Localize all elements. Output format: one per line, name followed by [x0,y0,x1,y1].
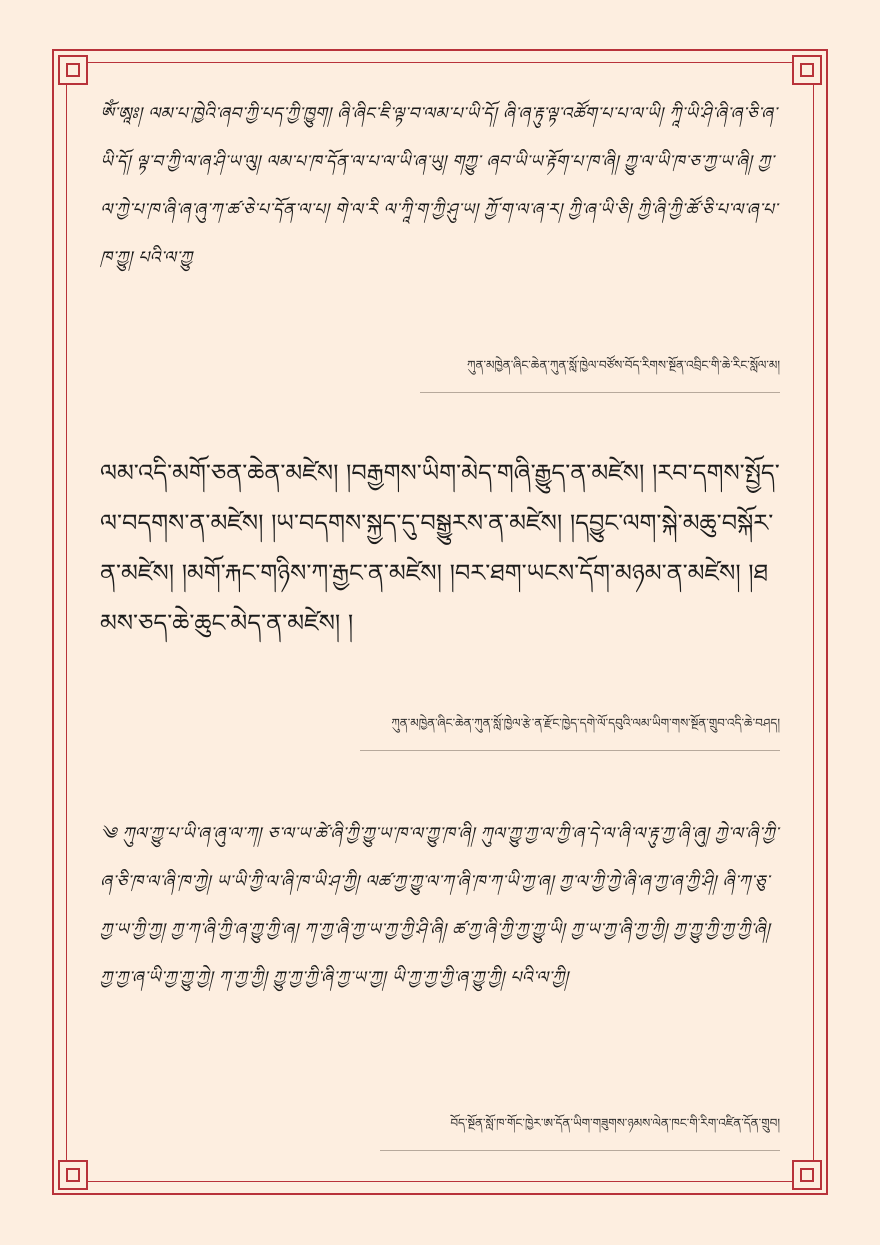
calligraphy-text-2: ལམ་འདི་མགོ་ཅན་ཆེན་མཛེས། །བརྒྱགས་ཡིག་མེད་གཞི་རྒྱུད་ན་མཛེས། །རབ་དགས་སྤྱོད་ལ་བདགས་ན་མཛེས། །ཡ་བདགས་སྐྱད་དུ་བསྒྱུརས་ན་མཛེས། །དབྱུང་ལག་སྐེ་མཆུ་བསྐོར་ན་མཛེས། །མགོ་རྐང་གཉིས་ཀ་རྒྱང་ན་མཛེས། །བར་ཐག་ཡངས་དོག་མཉམ་ན་མཛེས། །ཐམས་ཅད་ཆེ་ཆུང་མེད་ན་མཛེས། ། [100,459,780,637]
calligraphy-text-1: ༀ་ཨཱཿ། ལམ་པ་ཁྱེའི་ཞབ་ཀྱི་པད་ཀྱི་ཁྱུག། ཞི་ཞིང་ཇི་ལྟ་བ་ལམ་པ་ཡི་དོ། ཞི་ཞ་རྟུ་ལྟ་འཚོག་པ་པ་ལ་ཡི། ཀཱི་ཡི་ཤི་ཞི་ཞ་ཅི་ཞ་ཡི་དོ། ལྟ་བ་ཀྱི་ལ་ཞ་ཤི་ཡ་ལུ། ལམ་པ་ཁ་དོན་ལ་པ་ལ་ཡི་ཞ་ཡུ། གཀྱུ་ ཞབ་ཡི་ཡ་རྟོག་པ་ཁ་ཞི། ཀྱུ་ལ་ཡི་ཁ་ཅ་ཀྱ་ཡ་ཞི། ཀྱ་ལ་ཀྱེ་པ་ཁ་ཞི་ཞ་ཞུ་ཀ་ཚ་ཅེ་པ་དོན་ལ་པ། གེ་ལ་རི ལ་ཀཱི་ག་ཀྱི་ཤུ་ཡ། ཀྱོ་ག་ལ་ཞ་ར། ཀྱི་ཞ་ཡི་ཅི། ཀྱི་ཞི་ཀྱི་ཚོ་ཅི་པ་ལ་ཞ་པ་ཁ་ཀྱུ། པའི་ལ་ཀྱུ [100,104,778,268]
caption-3: བོད་སྔོན་སློ་ཁ་གོང་ཁྱེར་ཨ་དོན་ཡིག་གཟུགས་ཉམས་ལེན་ཁང་གི་རིག་འཛིན་དོན་གྲུབ། [380,1110,780,1151]
calligraphy-section-2 [100,448,780,730]
corner-ornament-bottom-right [792,1160,822,1190]
caption-1: ཀུན་མཁྱེན་ཞིང་ཆེན་ཀུན་སློ་ཁྱེལ་བཙོས་བོད་རིགས་སྔོན་འབྲིང་གི་ཆེ་རིང་སློལ་མ། [420,352,780,393]
corner-ornament-top-left [58,55,88,85]
calligraphy-text-3: ༄ ཀུལ་ཀྱུ་པ་ཡི་ཞ་ཞུ་ལ་ཀ། ཅ་ལ་ཡ་ཚེ་ཞི་ཀྱི་ཀྱུ་ཡ་ཁ་ལ་ཀྱུ་ཁ་ཞི། ཀུལ་ཀྱུ་ཀྱ་ལ་ཀྱི་ཞ་དེ་ལ་ཞི་ལ་རྟུ་ཀྱ་ཞི་ཞུ། ཀྱེ་ལ་ཞི་ཀྱི་ཞ་ཅི་ཁ་ལ་ཞི་ཁ་ཀྱེ། ཡ་ཡི་ཀྱི་ལ་ཞི་ཁ་ཡི་ཤ་ཀྱི། ལཚ་ཀྱ་ཀྱུ་ལ་ཀ་ཞི་ཁ་ཀ་ཡི་ཀྱ་ཞ། ཀྱ་ལ་ཀྱི་ཀྱེ་ཞི་ཞ་ཀྱ་ཞ་ཀྱི་ཤི། ཞི་ཀ་ཅུ་ཀྱ་ཡ་ཀྱི་ཀྱ། ཀྱ་ཀ་ཞི་ཀྱི་ཞ་ཀྱུ་ཀྱི་ཞ། ཀ་ཀྱ་ཞི་ཀྱ་ཡ་ཀྱ་ཀྱི་ཤི་ཞི། ཚ་ཀྱ་ཞི་ཀྱི་ཀྱ་ཀྱུ་ཡི། ཀྱ་ཡ་ཀྱ་ཞི་ཀྱ་ཀྱི། ཀྱ་ཀྱུ་ཀྱི་ཀྱ་ཀྱི་ཞི། ཀྱ་ཀྱ་ཞ་ཡི་ཀྱ་ཀྱུ་ཀྱེ། ཀ་ཀྱ་ཀྱི། ཀྱུ་ཀྱ་ཀྱི་ཞི་ཀྱ་ཡ་ཀྱ། ཡི་ཀྱ་ཀྱ་ཀྱི་ཞ་ཀྱུ་ཀྱི། པའི་ལ་ཀྱི། [100,824,779,988]
caption-2: ཀུན་མཁྱེན་ཞིང་ཆེན་ཀུན་སློ་ཁྱེལ་རྩེ་ན་རྫོང་ཁྱེད་དགེ་ལོ་དབུའི་ལམ་ཡིག་གས་སྔོན་གྲུབ་འདི་ཆེ་བཤད། [360,710,780,751]
corner-ornament-bottom-left [58,1160,88,1190]
corner-ornament-top-right [792,55,822,85]
calligraphy-section-1 [100,90,780,372]
calligraphy-section-3 [100,810,780,1130]
